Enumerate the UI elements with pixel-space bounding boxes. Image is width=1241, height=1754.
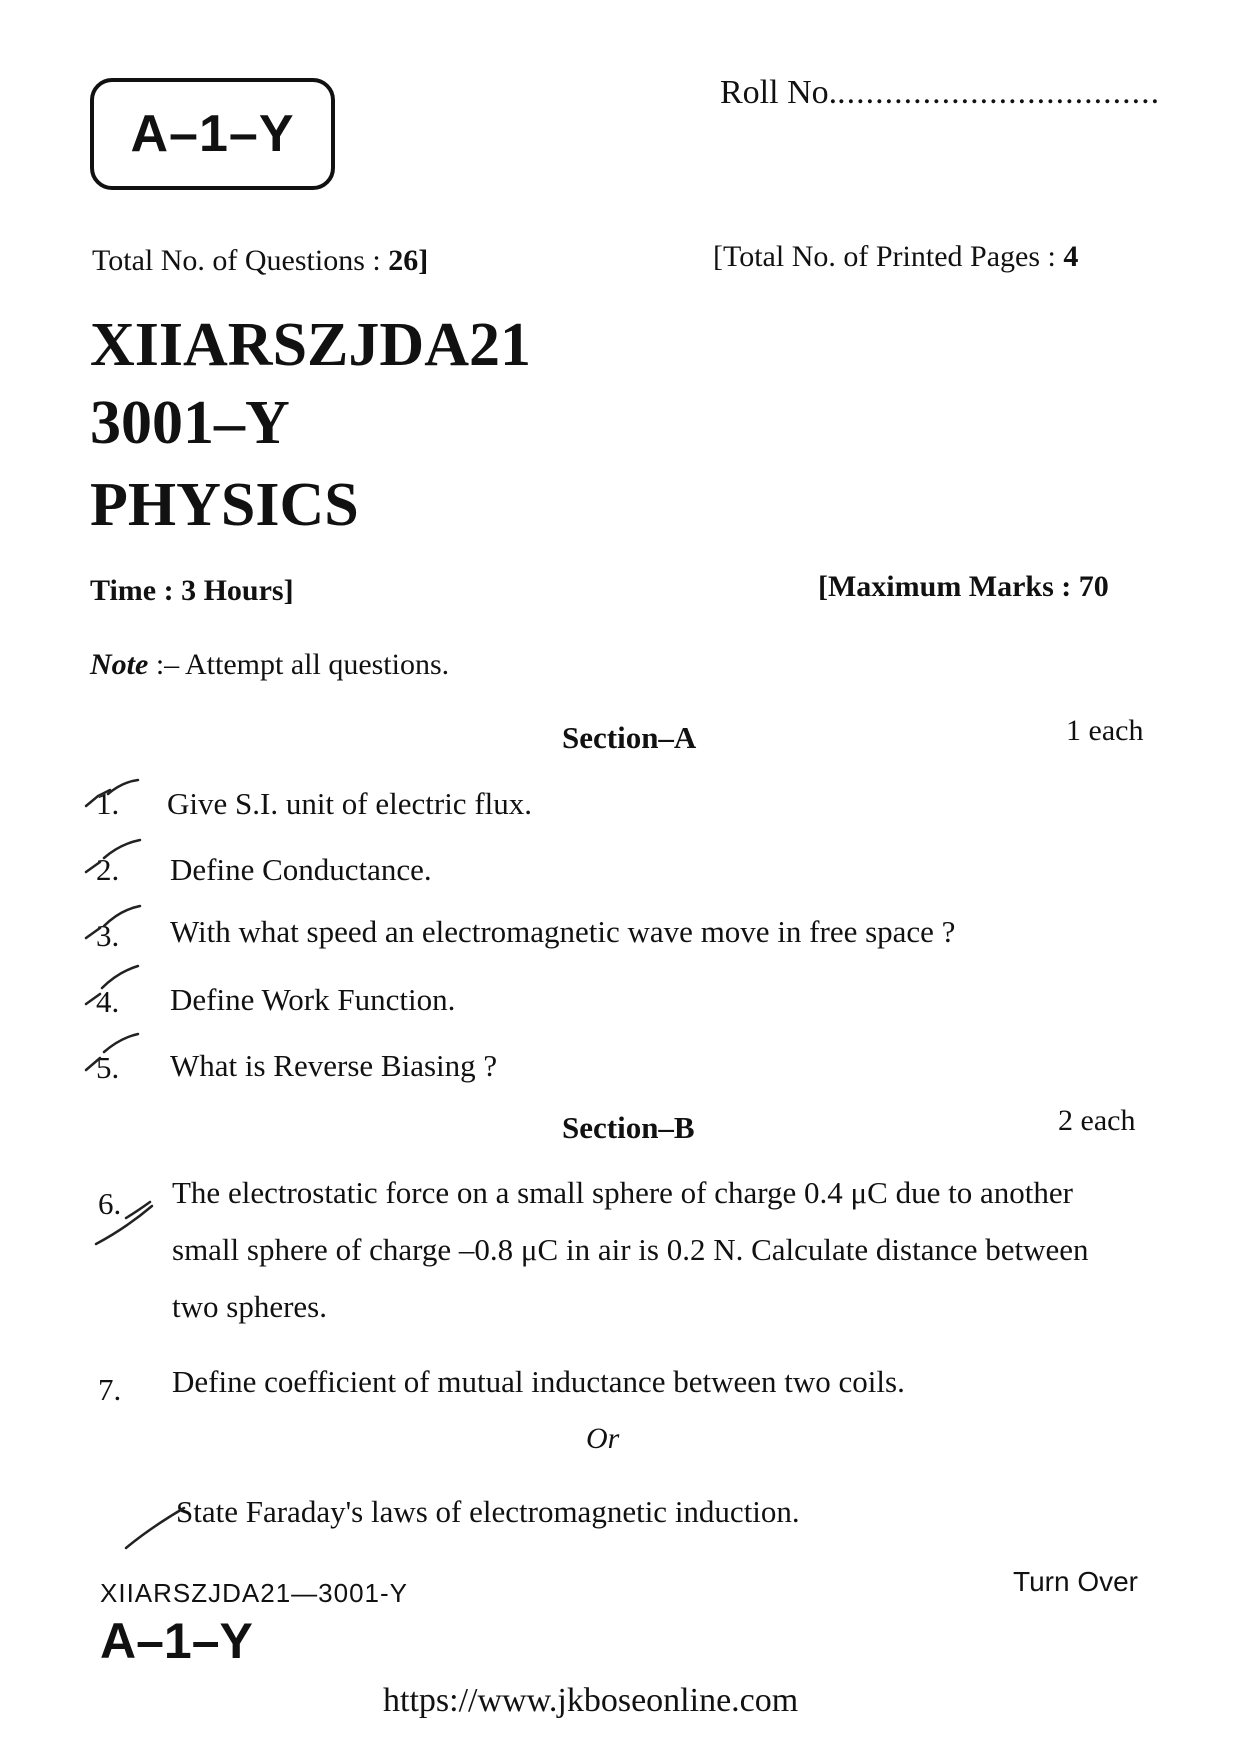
exam-code: XIIARSZJDA21 (90, 311, 531, 379)
tick-mark (86, 790, 110, 806)
footer-big-code: A–1–Y (100, 1613, 253, 1669)
question-number: 3. (96, 918, 120, 953)
tick-mark (86, 1058, 100, 1070)
question-text: What is Reverse Biasing ? (170, 1048, 498, 1083)
maximum-marks: [Maximum Marks : 70 (818, 570, 1109, 603)
tick-mark (102, 966, 138, 988)
section-b-marks: 2 each (1058, 1104, 1136, 1137)
question-text: Define Work Function. (170, 982, 456, 1017)
question-text: Give S.I. unit of electric flux. (167, 786, 533, 821)
roll-dots: .................................. (837, 74, 1161, 111)
section-a-marks: 1 each (1066, 714, 1144, 747)
roll-label: Roll No. (720, 74, 838, 111)
website-url: https://www.jkboseonline.com (383, 1682, 799, 1719)
note-text: :– Attempt all questions. (155, 648, 450, 681)
alt-question-text: State Faraday's laws of electromagnetic induction. (176, 1494, 800, 1529)
note-label: Note (90, 648, 149, 681)
tick-mark (96, 1206, 152, 1244)
question-number: 1. (96, 786, 120, 821)
section-b-title: Section–B (562, 1110, 695, 1145)
question-number: 6. (98, 1186, 122, 1221)
tick-mark (104, 906, 140, 926)
question-number: 4. (96, 984, 120, 1019)
tick-mark (126, 1508, 184, 1548)
question-number: 2. (96, 852, 120, 887)
exam-time: Time : 3 Hours] (90, 574, 294, 607)
tick-mark (108, 780, 138, 794)
total-questions-value: 26] (388, 244, 429, 277)
question-text: Define coefficient of mutual inductance between two coils. (172, 1364, 905, 1399)
tick-mark (86, 928, 100, 938)
tick-mark (86, 862, 100, 872)
tick-mark (104, 840, 140, 858)
question-text: The electrostatic force on a small sphere of charge 0.4 μC due to another small sphere of charge –0.8 μC in air is 0.2 N. Calculate distance between two spheres. (172, 1175, 1089, 1324)
footer-paper-code: XIIARSZJDA21—3001-Y (100, 1578, 409, 1608)
tick-mark (86, 994, 100, 1004)
section-a-title: Section–A (562, 720, 697, 755)
question-text: With what speed an electromagnetic wave move in free space ? (170, 914, 956, 949)
tick-mark (104, 1034, 138, 1052)
printed-pages-value: 4 (1063, 240, 1079, 273)
turn-over: Turn Over (1013, 1566, 1138, 1597)
question-number: 5. (96, 1050, 120, 1085)
subject-title: PHYSICS (90, 471, 359, 539)
question-number: 7. (98, 1372, 122, 1407)
question-text: Define Conductance. (170, 852, 432, 887)
total-questions-label: Total No. of Questions : (92, 244, 381, 277)
or-separator: Or (586, 1422, 620, 1455)
paper-code-box: A–1–Y (90, 78, 335, 190)
printed-pages-label: [Total No. of Printed Pages : (713, 240, 1056, 273)
subject-code: 3001–Y (90, 389, 290, 457)
